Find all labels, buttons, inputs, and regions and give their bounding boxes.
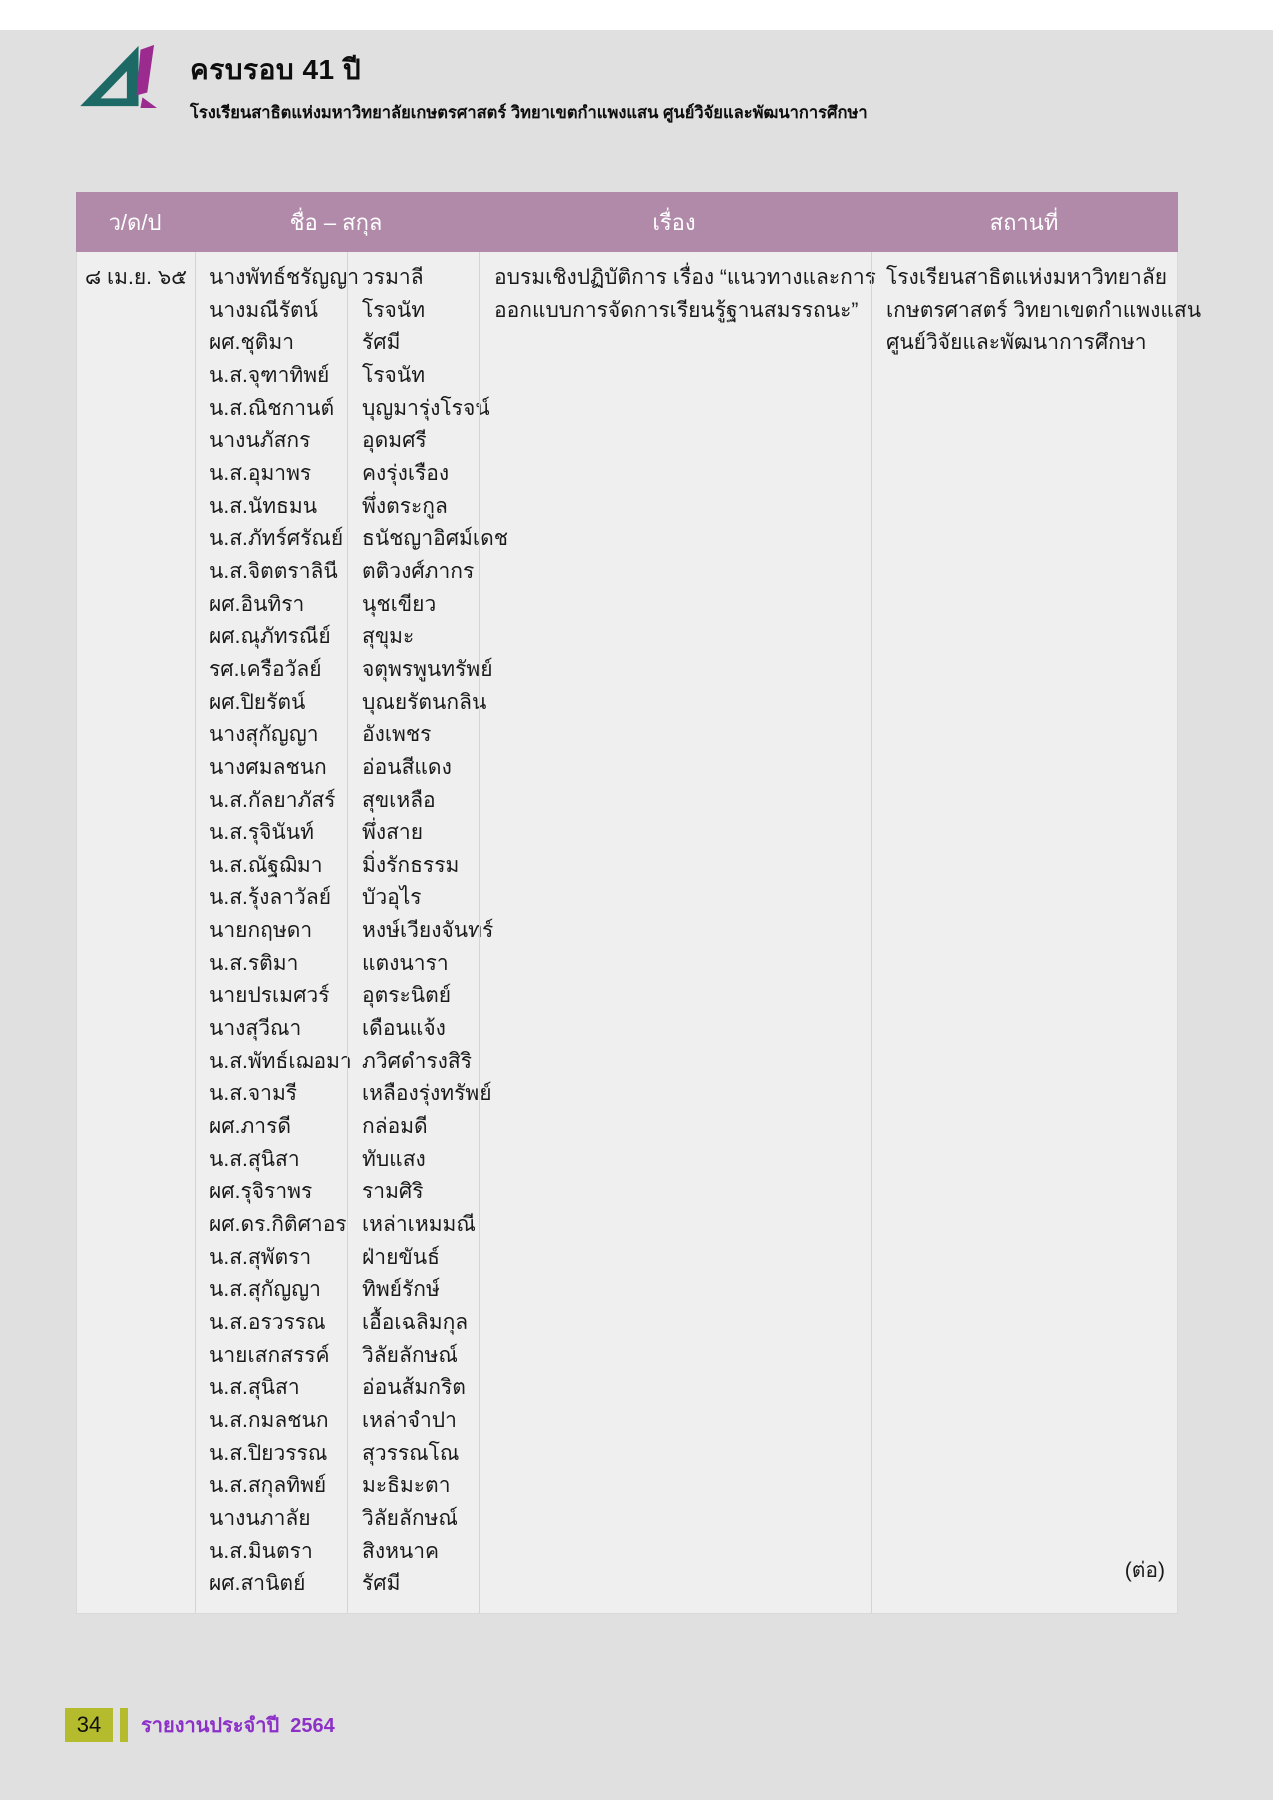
subject-column (479, 252, 876, 1613)
surname: มิ่งรักธรรม (362, 853, 460, 877)
subject-line: ออกแบบการจัดการเรียนรู้ฐานสมรรถนะ” (494, 298, 859, 322)
surname: ธนัชญาอิศม์เดช (362, 527, 508, 551)
date-column (77, 252, 195, 1613)
surname: เอื้อเฉลิมกุล (362, 1311, 469, 1334)
surname: สุขเหลือ (362, 788, 436, 812)
column-header-name: ชื่อ – สกุล (289, 209, 383, 235)
surname: สุวรรณโณ (362, 1441, 460, 1465)
surname: อ่อนส้มกริต (362, 1376, 466, 1400)
first-name: น.ส.จุฑาทิพย์ (209, 363, 330, 387)
surname: ตติวงศ์ภากร (362, 559, 475, 583)
first-name: น.ส.ณิชกานต์ (209, 396, 335, 420)
surname: เหลืองรุ่งทรัพย์ (362, 1082, 492, 1106)
place-line: ศูนย์วิจัยและพัฒนาการศึกษา (886, 331, 1147, 355)
surname: เหล่าจำปา (362, 1408, 457, 1432)
first-name: นางพัทธ์ชรัญญา (209, 266, 360, 289)
page-top-margin (0, 0, 1273, 30)
first-name: ผศ.รุจิราพร (209, 1180, 313, 1204)
first-name: น.ส.นัทธมน (209, 494, 318, 518)
surname: รัศมี (362, 1572, 401, 1596)
column-header-date: ว/ด/ป (108, 209, 162, 235)
first-name: ผศ.สานิตย์ (209, 1572, 306, 1596)
first-name: น.ส.อรวรรณ (209, 1311, 326, 1334)
place-line: เกษตรศาสตร์ วิทยาเขตกำแพงแสน (886, 298, 1202, 322)
first-name: น.ส.ภัทร์ศรัณย์ (209, 527, 344, 551)
first-name: น.ส.อุมาพร (209, 461, 312, 485)
first-name: นางนภัสกร (209, 429, 311, 453)
first-name: น.ส.ปิยวรรณ (209, 1441, 328, 1465)
surname: สุขุมะ (362, 625, 415, 649)
surname: จตุพรพูนทรัพย์ (362, 657, 493, 681)
date-value: ๘ เม.ย. ๖๕ (84, 266, 188, 289)
surname: โรจนัท (362, 363, 426, 387)
surname: นุชเขียว (362, 592, 437, 616)
surname: พึ่งสาย (362, 821, 424, 845)
first-name: น.ส.จิตตราลินี (209, 559, 338, 583)
first-name: ผศ.ภารดี (209, 1115, 292, 1139)
surname: ฝ่ายขันธ์ (362, 1245, 440, 1269)
surname: วิลัยลักษณ์ (362, 1506, 458, 1530)
first-name: ผศ.ดร.กิติศาอร (209, 1213, 347, 1237)
first-name: น.ส.มินตรา (209, 1539, 313, 1563)
surname: วิลัยลักษณ์ (362, 1343, 458, 1367)
first-name: ผศ.ชุติมา (209, 331, 294, 355)
brand-text (190, 48, 1090, 126)
surname: ภวิศดำรงสิริ (362, 1049, 473, 1073)
surname: อ่อนสีแดง (362, 755, 452, 779)
first-name: น.ส.สุนิสา (209, 1376, 300, 1400)
first-name: ผศ.ปิยรัตน์ (209, 690, 306, 714)
surname: บุณยรัตนกลิน (362, 690, 487, 714)
continued-marker: (ต่อ) (1124, 1559, 1165, 1582)
page-subtitle: โรงเรียนสาธิตแห่งมหาวิทยาลัยเกษตรศาสตร์ วิทยาเขตกำแพงแสน ศูนย์วิจัยและพัฒนาการศึกษา (190, 104, 868, 122)
surname: มะธิมะตา (362, 1474, 451, 1498)
surname: อุดมศรี (362, 429, 427, 453)
surname: บุญมารุ่งโรจน์ (362, 396, 490, 420)
first-name: ผศ.ณุภัทรณีย์ (209, 625, 331, 649)
first-name: ผศ.อินทิรา (209, 592, 305, 616)
first-name: น.ส.รุจินันท์ (209, 821, 314, 845)
column-header-place: สถานที่ (989, 209, 1059, 235)
surname: รามศิริ (362, 1180, 424, 1204)
first-name: นางสุวีณา (209, 1017, 302, 1041)
first-name: นายปรเมศวร์ (209, 984, 330, 1008)
table-header-row (76, 192, 1178, 252)
first-name: น.ส.สุนิสา (209, 1147, 300, 1171)
surname: กล่อมดี (362, 1115, 428, 1139)
anniversary-logo-icon (78, 42, 168, 110)
first-name: น.ส.ณัฐฌิมา (209, 853, 323, 877)
first-name: น.ส.จามรี (209, 1082, 298, 1106)
footer-report-label: รายงานประจำปี 2564 (141, 1715, 335, 1737)
surname: โรจนัท (362, 298, 426, 322)
surname: บัวอุไร (362, 886, 422, 910)
first-name: นายกฤษดา (209, 919, 313, 943)
surname: อุตระนิตย์ (362, 984, 452, 1008)
surname: หงษ์เวียงจันทร์ (362, 919, 494, 943)
surname-column (347, 252, 508, 1613)
surname: อังเพชร (362, 723, 432, 747)
surname: เหล่าเหมมณี (362, 1213, 476, 1237)
subject-line: อบรมเชิงปฏิบัติการ เรื่อง “แนวทางและการ (494, 266, 876, 289)
first-name: นางศมลชนก (209, 755, 327, 779)
first-name: น.ส.กมลชนก (209, 1408, 329, 1432)
first-name: น.ส.สกุลทิพย์ (209, 1474, 327, 1498)
first-name: นางมณีรัตน์ (209, 298, 318, 322)
footer-accent-bar (120, 1708, 128, 1742)
place-line: โรงเรียนสาธิตแห่งมหาวิทยาลัย (886, 266, 1168, 289)
surname: แตงนารา (362, 951, 449, 975)
surname: วรมาลี (362, 266, 424, 289)
surname: ทับแสง (362, 1147, 426, 1171)
first-name: นางนภาลัย (209, 1506, 311, 1530)
page-title: ครบรอบ 41 ปี (190, 54, 362, 85)
first-name: น.ส.สุพัตรา (209, 1245, 312, 1269)
surname: พึ่งตระกูล (362, 494, 448, 518)
surname: เดือนแจ้ง (362, 1017, 446, 1041)
page-footer (65, 1708, 335, 1742)
place-column (871, 252, 1202, 1613)
first-name: รศ.เครือวัลย์ (209, 657, 322, 681)
page-number-badge: 34 (65, 1708, 113, 1742)
first-name: น.ส.สุกัญญา (209, 1278, 321, 1302)
surname: คงรุ่งเรือง (362, 461, 450, 485)
first-name: นายเสกสรรค์ (209, 1343, 330, 1367)
surname: รัศมี (362, 331, 401, 355)
first-name: นางสุกัญญา (209, 723, 319, 747)
first-name: น.ส.พัทธ์เฌอมา (209, 1049, 352, 1073)
surname: สิงหนาค (362, 1539, 440, 1563)
surname: ทิพย์รักษ์ (362, 1278, 440, 1302)
first-name-column (195, 252, 360, 1613)
column-header-subject: เรื่อง (652, 209, 696, 235)
first-name: น.ส.รติมา (209, 951, 299, 975)
table-body-row (76, 252, 1202, 1614)
activities-table (76, 192, 1202, 1614)
first-name: น.ส.รุ้งลาวัลย์ (209, 886, 332, 910)
first-name: น.ส.กัลยาภัสร์ (209, 788, 336, 812)
